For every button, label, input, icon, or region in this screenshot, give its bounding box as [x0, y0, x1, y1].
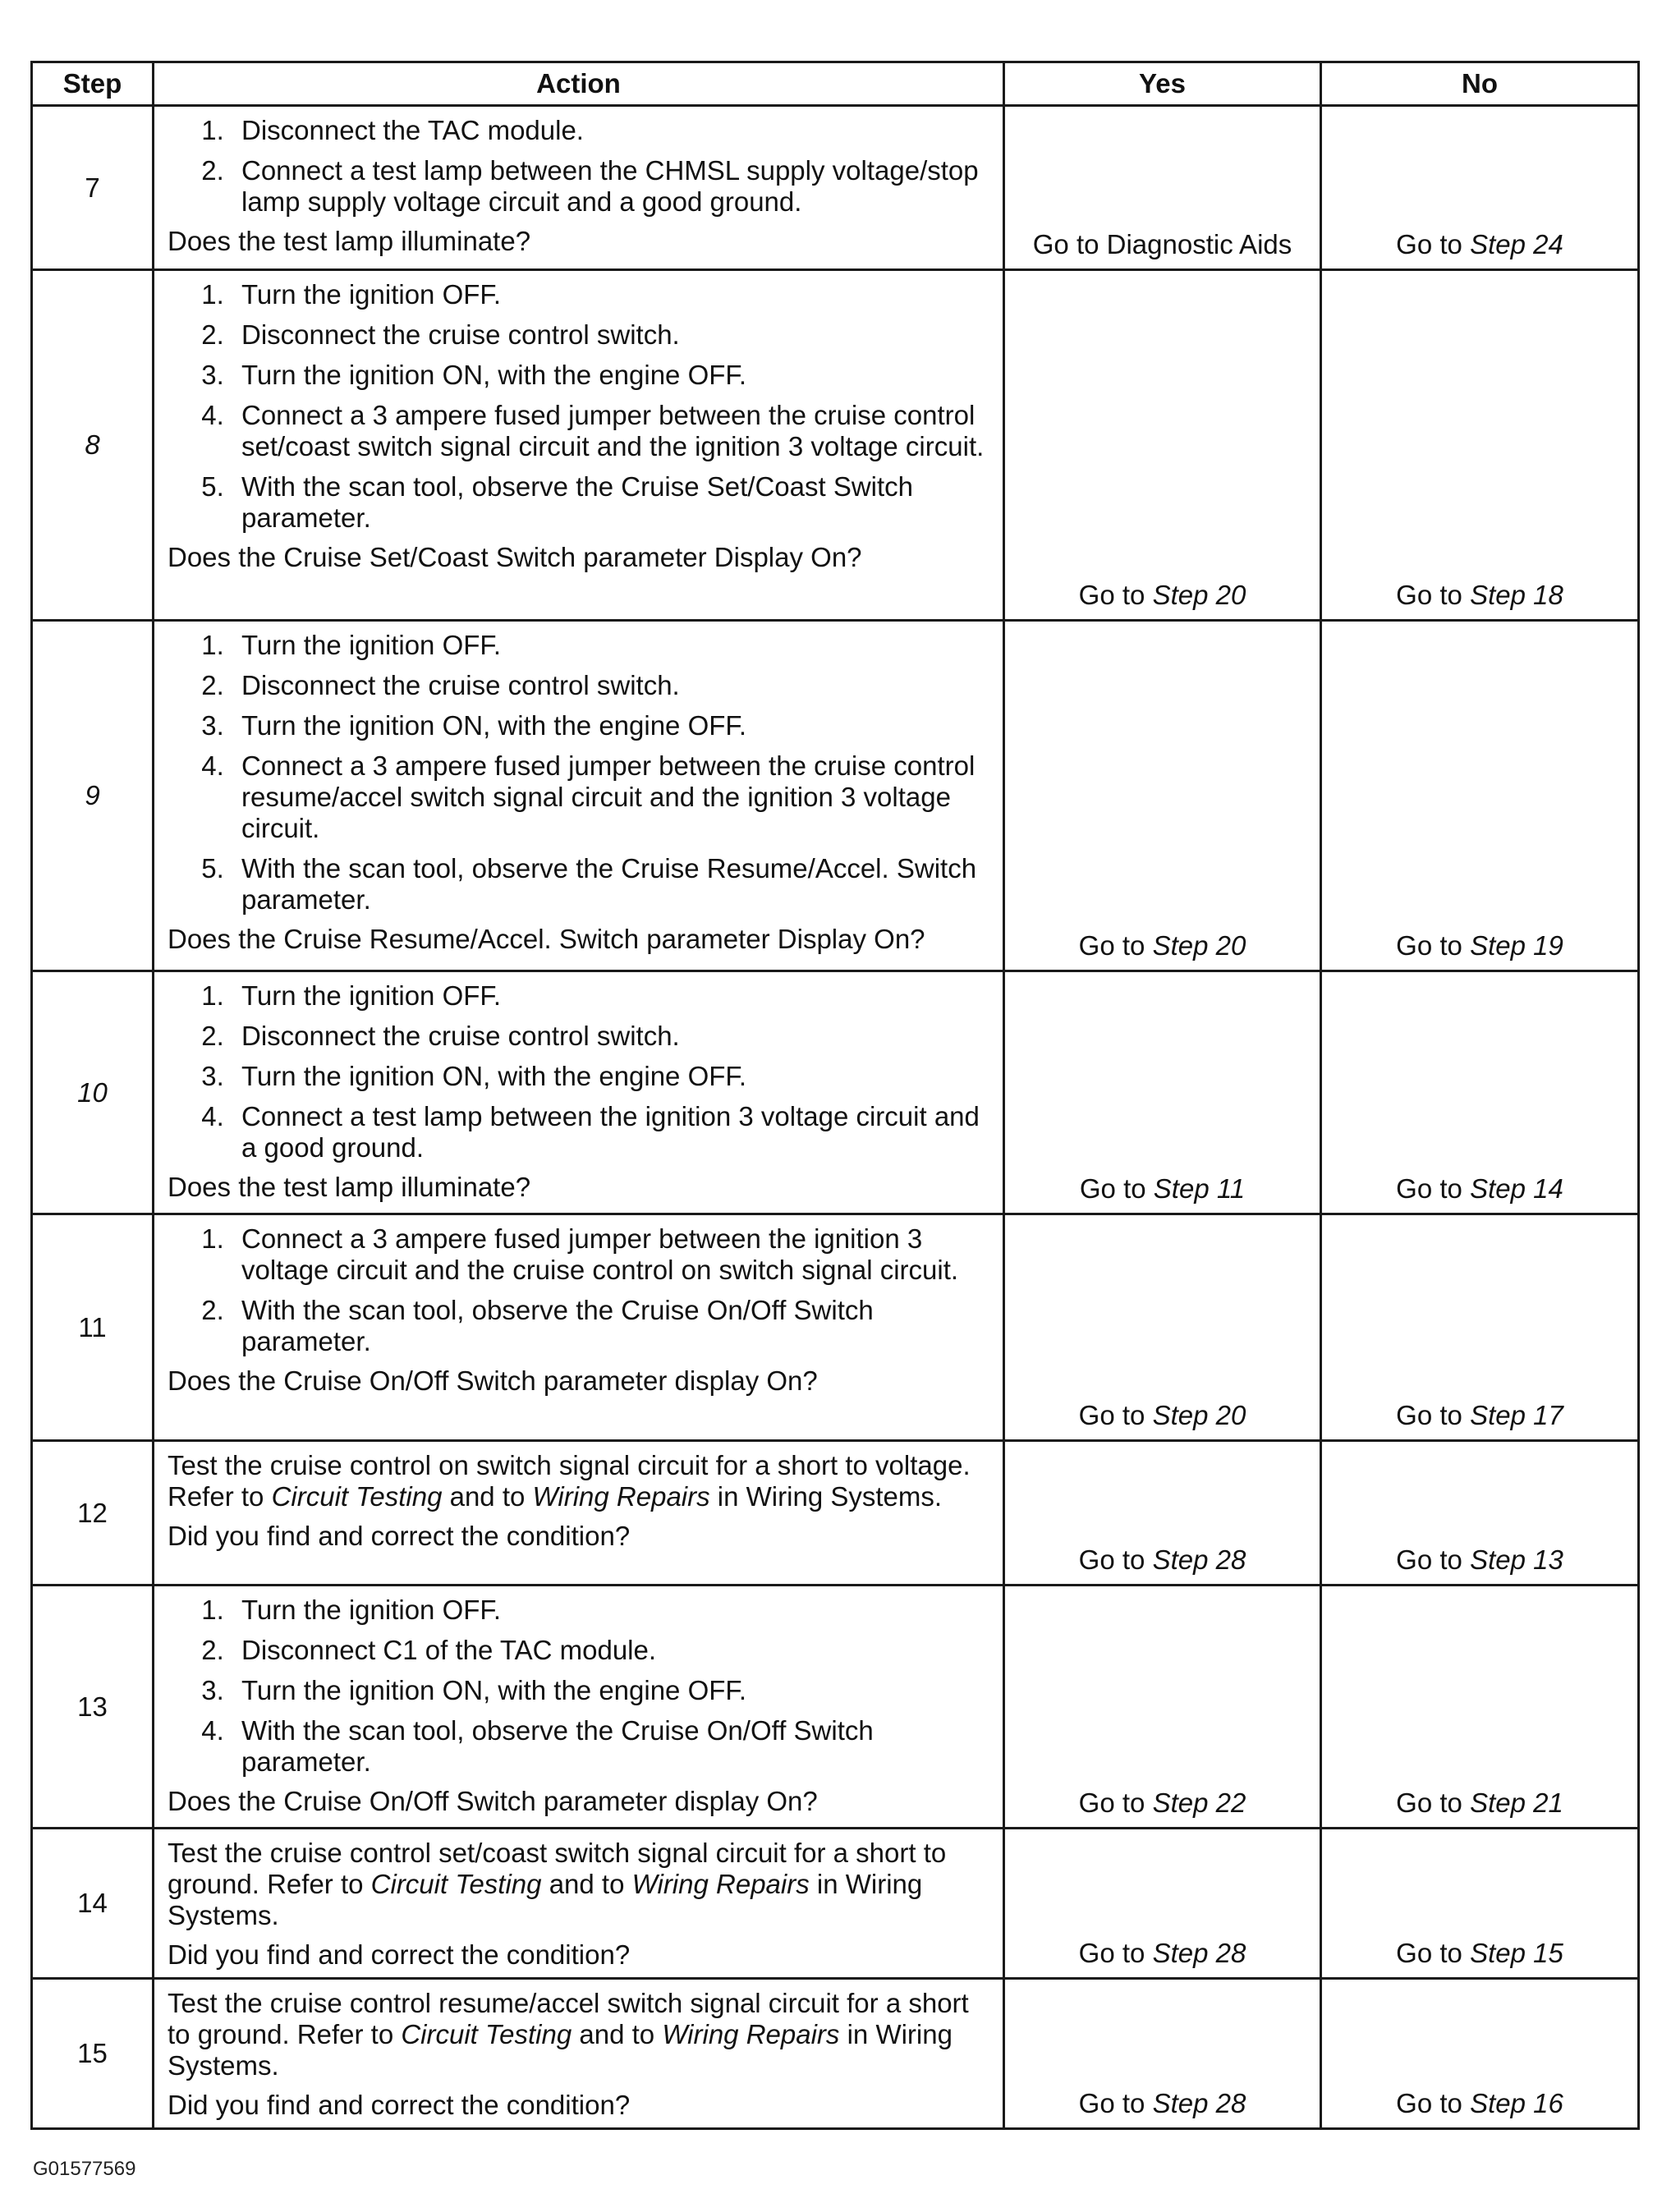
- action-step: 2. Disconnect C1 of the TAC module.: [232, 1635, 991, 1666]
- yes-prefix: Go to: [1078, 580, 1153, 610]
- step-number: 10: [32, 971, 154, 1214]
- wiring-repairs-ref: Wiring Repairs: [631, 1869, 810, 1899]
- action-steps: [168, 279, 991, 534]
- wiring-repairs-ref: Wiring Repairs: [662, 2019, 840, 2049]
- yes-cell: [1004, 106, 1321, 270]
- action-step: 1. Turn the ignition OFF.: [232, 980, 991, 1012]
- no-cell: [1321, 1586, 1639, 1829]
- no-prefix: Go to: [1396, 1787, 1471, 1818]
- question: Does the Cruise Set/Coast Switch parameter Display On?: [168, 542, 862, 572]
- no-cell: [1321, 106, 1639, 270]
- no-cell: [1321, 1979, 1639, 2129]
- action-steps: [168, 1223, 991, 1357]
- no-prefix: Go to: [1396, 1544, 1471, 1575]
- action-cell: [154, 1441, 1004, 1586]
- yes-prefix: Go to: [1078, 1787, 1153, 1818]
- no-target: Step 18: [1470, 580, 1563, 610]
- action-steps: [168, 980, 991, 1163]
- question: Does the Cruise On/Off Switch parameter display On?: [168, 1365, 818, 1396]
- action-step: 3. Turn the ignition ON, with the engine OFF.: [232, 710, 991, 741]
- no-prefix: Go to: [1396, 229, 1471, 259]
- yes-cell: [1004, 621, 1321, 971]
- table-row: [32, 1979, 1639, 2129]
- step-number: 11: [32, 1214, 154, 1441]
- action-step: 2. Connect a test lamp between the CHMSL supply voltage/stop lamp supply voltage circuit and a good ground.: [232, 155, 991, 218]
- action-text-part: and to: [442, 1481, 533, 1512]
- table-row: [32, 270, 1639, 621]
- action-text-part: Test the cruise control set/coast switch signal circuit for a short to ground. Refer to: [168, 1838, 947, 1899]
- action-step: 5. With the scan tool, observe the Cruise Resume/Accel. Switch parameter.: [232, 853, 991, 916]
- yes-target: Step 28: [1152, 2088, 1246, 2118]
- question: Did you find and correct the condition?: [168, 1521, 631, 1551]
- action-step: 5. With the scan tool, observe the Cruise Set/Coast Switch parameter.: [232, 471, 991, 534]
- action-step: 1. Turn the ignition OFF.: [232, 279, 991, 310]
- action-steps: [168, 115, 991, 218]
- action-cell: [154, 621, 1004, 971]
- question: Did you find and correct the condition?: [168, 1939, 631, 1970]
- circuit-testing-ref: Circuit Testing: [370, 1869, 542, 1899]
- step-number: 8: [32, 270, 154, 621]
- no-prefix: Go to: [1396, 1173, 1471, 1204]
- question: Does the Cruise On/Off Switch parameter display On?: [168, 1786, 818, 1816]
- action-steps: [168, 630, 991, 916]
- no-target: Step 24: [1470, 229, 1563, 259]
- action-text: [168, 1988, 991, 2081]
- yes-prefix: Go to Diagnostic Aids: [1032, 229, 1292, 259]
- no-prefix: Go to: [1396, 1400, 1471, 1430]
- yes-cell: [1004, 971, 1321, 1214]
- action-cell: [154, 1214, 1004, 1441]
- no-target: Step 16: [1470, 2088, 1563, 2118]
- action-cell: [154, 1829, 1004, 1979]
- no-cell: [1321, 1214, 1639, 1441]
- yes-target: Step 28: [1152, 1938, 1246, 1968]
- yes-prefix: Go to: [1079, 1173, 1154, 1204]
- action-step: 3. Turn the ignition ON, with the engine OFF.: [232, 1061, 991, 1092]
- yes-cell: [1004, 1586, 1321, 1829]
- yes-cell: [1004, 270, 1321, 621]
- no-target: Step 21: [1470, 1787, 1563, 1818]
- no-prefix: Go to: [1396, 1938, 1471, 1968]
- table-row: [32, 1586, 1639, 1829]
- question: Did you find and correct the condition?: [168, 2090, 631, 2120]
- yes-prefix: Go to: [1078, 1938, 1153, 1968]
- table-row: [32, 621, 1639, 971]
- no-target: Step 15: [1470, 1938, 1563, 1968]
- table-row: [32, 106, 1639, 270]
- diagnostic-table: [30, 61, 1640, 2130]
- no-target: Step 17: [1470, 1400, 1563, 1430]
- question: Does the test lamp illuminate?: [168, 226, 531, 256]
- no-target: Step 13: [1470, 1544, 1563, 1575]
- step-number: 9: [32, 621, 154, 971]
- action-text: [168, 1450, 991, 1512]
- step-number: 15: [32, 1979, 154, 2129]
- yes-target: Step 22: [1152, 1787, 1246, 1818]
- no-target: Step 19: [1470, 930, 1563, 961]
- action-step: 1. Connect a 3 ampere fused jumper between the ignition 3 voltage circuit and the cruise control on switch signal circuit.: [232, 1223, 991, 1286]
- action-step: 3. Turn the ignition ON, with the engine OFF.: [232, 1675, 991, 1706]
- step-number: 13: [32, 1586, 154, 1829]
- action-cell: [154, 270, 1004, 621]
- step-number: 12: [32, 1441, 154, 1586]
- action-step: 4. With the scan tool, observe the Cruise On/Off Switch parameter.: [232, 1715, 991, 1778]
- no-target: Step 14: [1470, 1173, 1563, 1204]
- action-text-part: in Wiring Systems.: [168, 1869, 923, 1930]
- circuit-testing-ref: Circuit Testing: [401, 2019, 572, 2049]
- table-row: [32, 971, 1639, 1214]
- no-cell: [1321, 621, 1639, 971]
- action-text: [168, 1838, 991, 1931]
- yes-prefix: Go to: [1078, 930, 1153, 961]
- no-prefix: Go to: [1396, 2088, 1471, 2118]
- table-row: [32, 1441, 1639, 1586]
- no-cell: [1321, 270, 1639, 621]
- action-step: 2. With the scan tool, observe the Cruise On/Off Switch parameter.: [232, 1295, 991, 1357]
- yes-cell: [1004, 1979, 1321, 2129]
- action-steps: [168, 1595, 991, 1778]
- step-number: 7: [32, 106, 154, 270]
- yes-prefix: Go to: [1078, 1544, 1153, 1575]
- yes-target: Step 28: [1152, 1544, 1246, 1575]
- action-step: 2. Disconnect the cruise control switch.: [232, 1021, 991, 1052]
- yes-cell: [1004, 1829, 1321, 1979]
- action-step: 3. Turn the ignition ON, with the engine OFF.: [232, 360, 991, 391]
- action-step: 2. Disconnect the cruise control switch.: [232, 670, 991, 701]
- action-step: 1. Disconnect the TAC module.: [232, 115, 991, 146]
- action-step: 4. Connect a 3 ampere fused jumper between the cruise control resume/accel switch signal circuit and the ignition 3 voltage circuit.: [232, 750, 991, 844]
- yes-target: Step 20: [1152, 1400, 1246, 1430]
- header-row: [32, 62, 1639, 106]
- action-step: 4. Connect a test lamp between the ignition 3 voltage circuit and a good ground.: [232, 1101, 991, 1163]
- no-prefix: Go to: [1396, 580, 1471, 610]
- figure-id: G01577569: [33, 2158, 136, 2180]
- action-text-part: and to: [572, 2019, 663, 2049]
- action-cell: [154, 1979, 1004, 2129]
- yes-target: Step 11: [1153, 1173, 1246, 1204]
- action-text-part: in Wiring Systems.: [709, 1481, 943, 1512]
- no-cell: [1321, 1829, 1639, 1979]
- action-text-part: in Wiring Systems.: [168, 2019, 953, 2081]
- no-cell: [1321, 1441, 1639, 1586]
- action-text-part: and to: [541, 1869, 632, 1899]
- header-yes: Yes: [1004, 62, 1321, 106]
- action-step: 1. Turn the ignition OFF.: [232, 1595, 991, 1626]
- no-cell: [1321, 971, 1639, 1214]
- no-prefix: Go to: [1396, 930, 1471, 961]
- yes-cell: [1004, 1214, 1321, 1441]
- yes-prefix: Go to: [1078, 1400, 1153, 1430]
- yes-target: Step 20: [1152, 580, 1246, 610]
- question: Does the Cruise Resume/Accel. Switch parameter Display On?: [168, 924, 925, 954]
- header-action: Action: [154, 62, 1004, 106]
- action-cell: [154, 106, 1004, 270]
- table-row: [32, 1829, 1639, 1979]
- yes-cell: [1004, 1441, 1321, 1586]
- action-step: 1. Turn the ignition OFF.: [232, 630, 991, 661]
- action-text-part: Test the cruise control resume/accel switch signal circuit for a short to ground. Refer to: [168, 1988, 969, 2049]
- header-step: Step: [32, 62, 154, 106]
- step-number: 14: [32, 1829, 154, 1979]
- yes-target: Step 20: [1152, 930, 1246, 961]
- action-step: 4. Connect a 3 ampere fused jumper between the cruise control set/coast switch signal circuit and the ignition 3 voltage circuit.: [232, 400, 991, 462]
- question: Does the test lamp illuminate?: [168, 1172, 531, 1202]
- wiring-repairs-ref: Wiring Repairs: [532, 1481, 710, 1512]
- action-cell: [154, 971, 1004, 1214]
- header-no: No: [1321, 62, 1639, 106]
- table-row: [32, 1214, 1639, 1441]
- action-step: 2. Disconnect the cruise control switch.: [232, 319, 991, 351]
- circuit-testing-ref: Circuit Testing: [271, 1481, 443, 1512]
- action-cell: [154, 1586, 1004, 1829]
- yes-prefix: Go to: [1078, 2088, 1153, 2118]
- action-text-part: Test the cruise control on switch signal circuit for a short to voltage. Refer to: [168, 1450, 971, 1512]
- table-body: [32, 106, 1639, 2129]
